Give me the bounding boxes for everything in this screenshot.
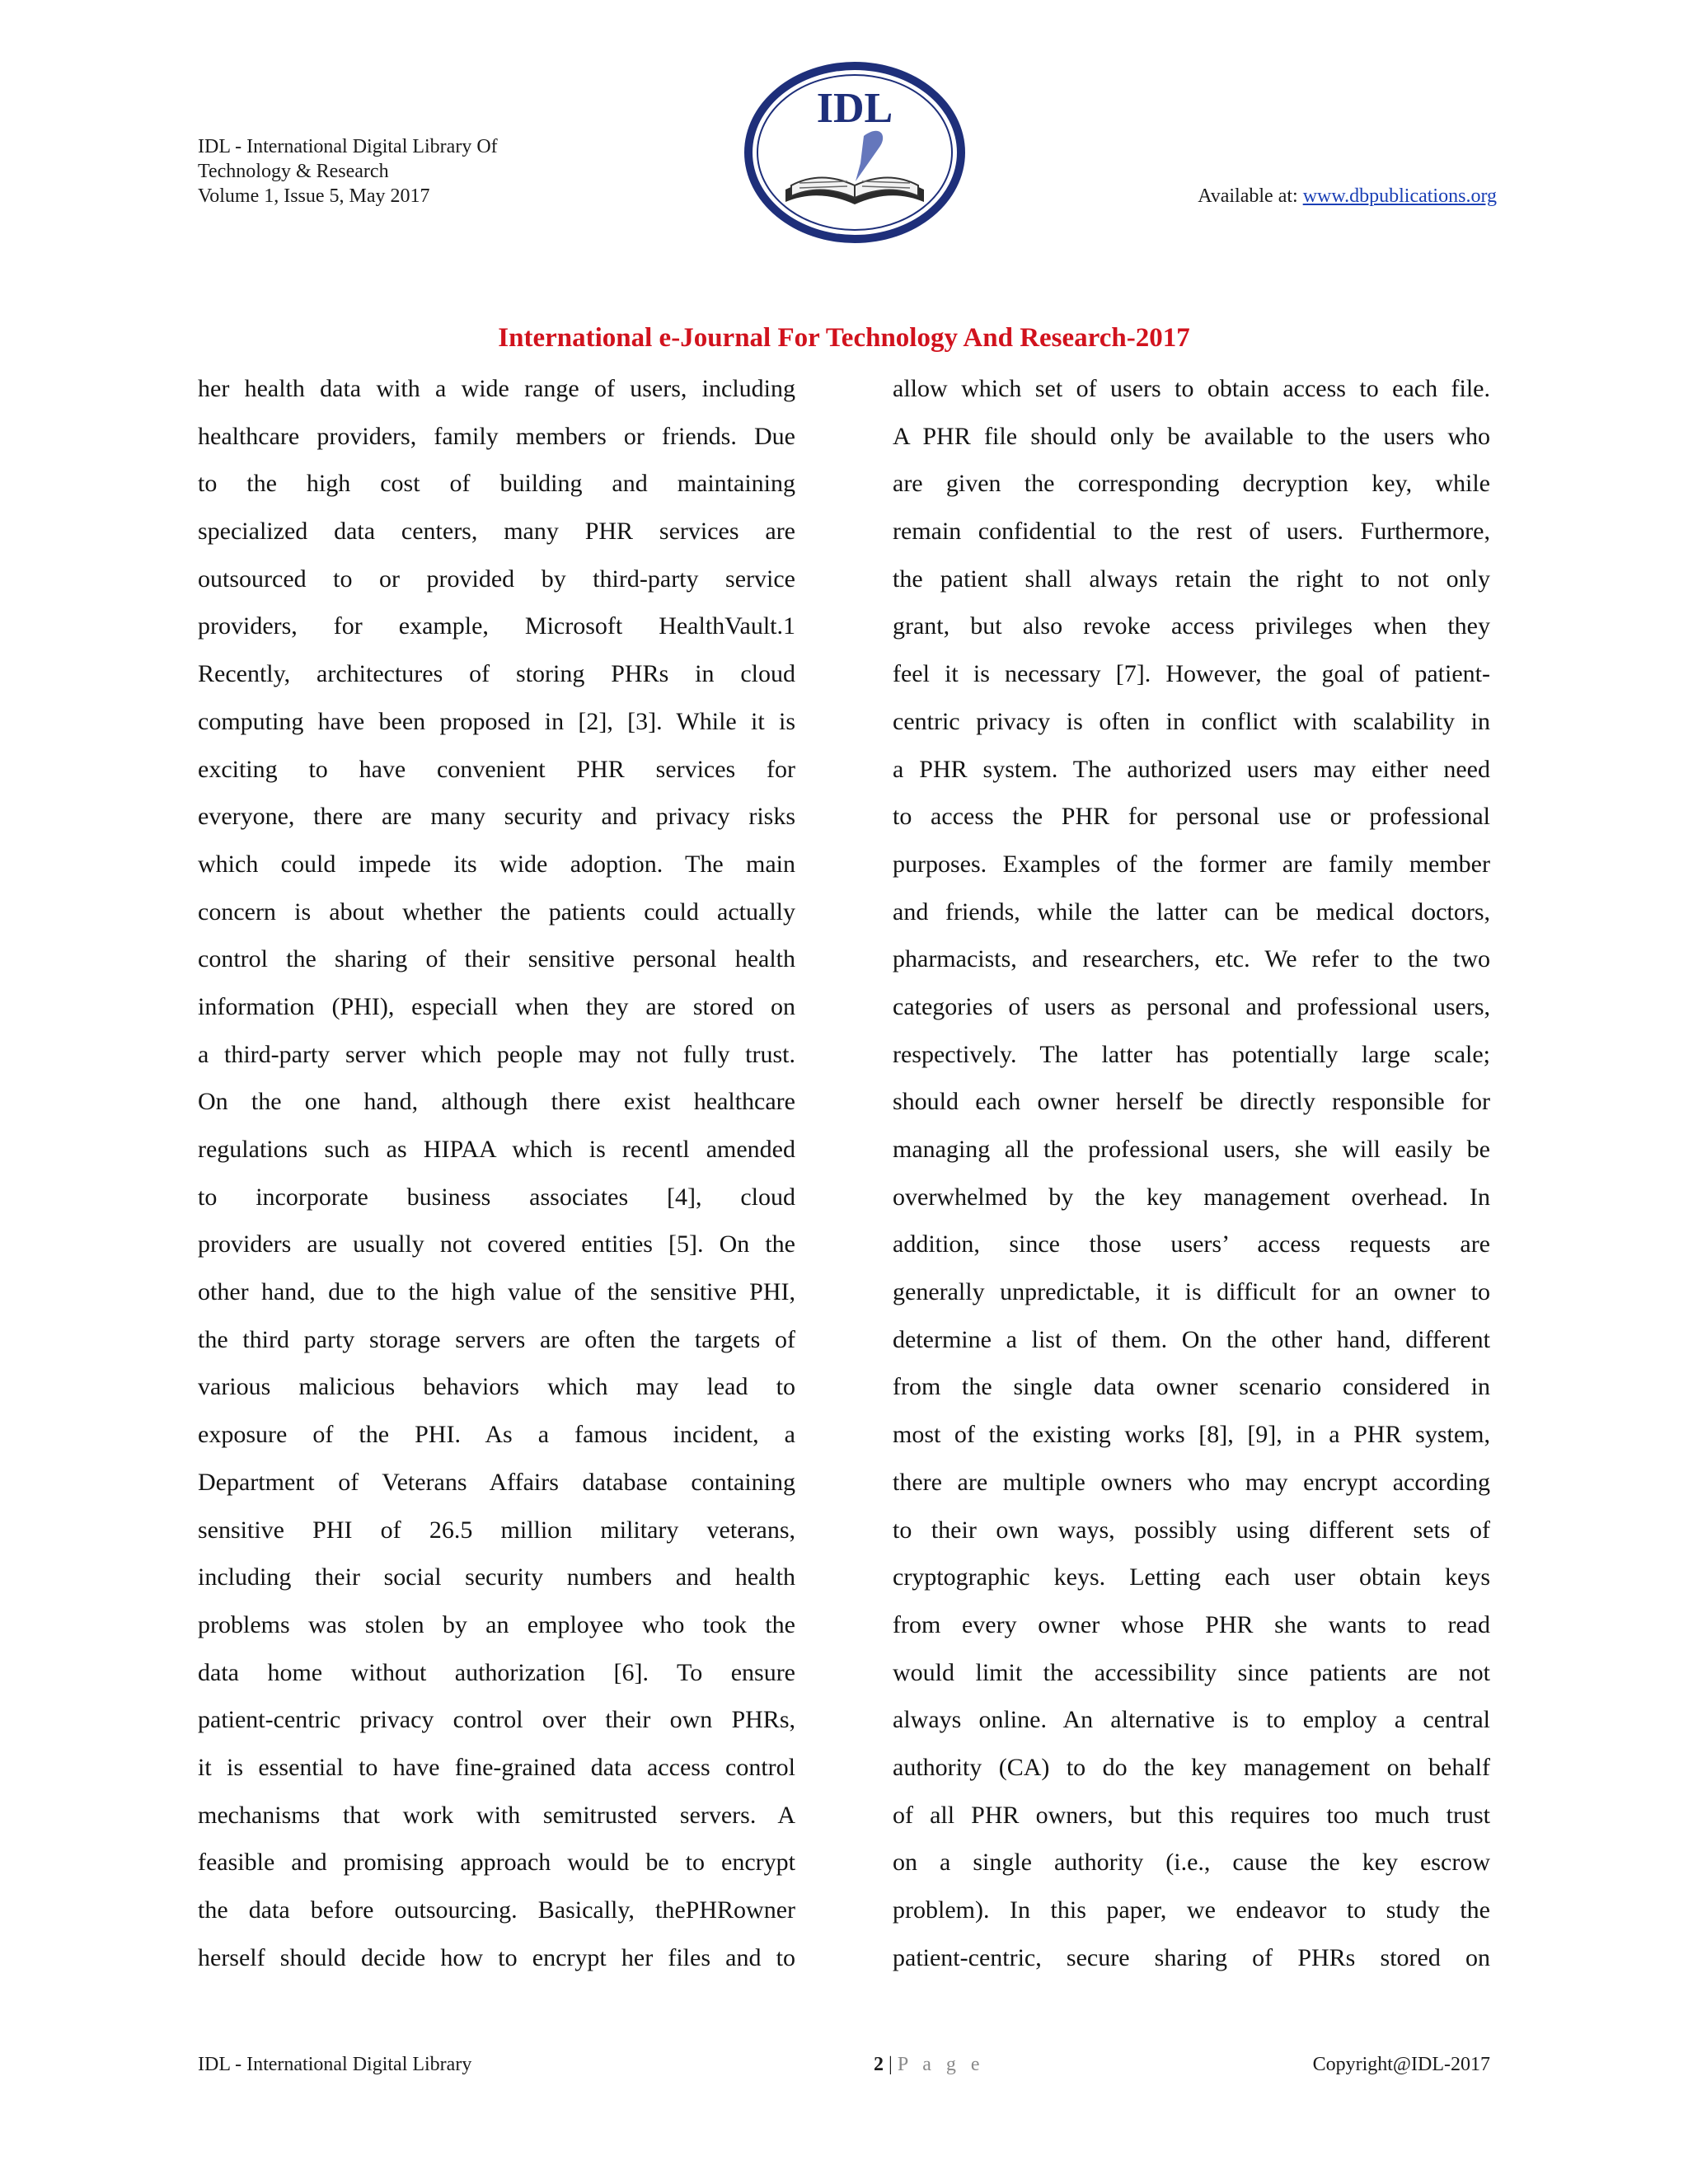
text-line: problems was stolen by an employee who took the (198, 1610, 795, 1638)
page-indicator (874, 2052, 985, 2077)
text-line: patient-centric, secure sharing of PHRs stored on (893, 1943, 1490, 1971)
footer-library: IDL - International Digital Library (198, 2054, 472, 2075)
availability-note (1198, 184, 1497, 209)
header-info (198, 134, 498, 209)
idl-logo (740, 58, 969, 247)
text-line: centric privacy is often in conflict with scalability in (893, 707, 1490, 735)
text-line: categories of users as personal and professional users, (893, 992, 1490, 1020)
text-line: the patient shall always retain the right to not only (893, 565, 1490, 593)
page-label: P a g e (897, 2054, 985, 2075)
text-line: problem). In this paper, we endeavor to study the (893, 1896, 1490, 1924)
text-line: specialized data centers, many PHR services are (198, 518, 795, 546)
page-number: 2 (874, 2054, 884, 2075)
text-line: computing have been proposed in [2], [3]. While it is (198, 707, 795, 735)
text-line: providers are usually not covered entities [5]. On the (198, 1230, 795, 1258)
text-line: exciting to have convenient PHR services for (198, 755, 795, 783)
text-line: exposure of the PHI. As a famous incident, a (198, 1421, 795, 1449)
text-line: most of the existing works [8], [9], in a PHR system, (893, 1421, 1490, 1449)
text-line: the data before outsourcing. Basically, thePHRowner (198, 1896, 795, 1924)
text-line: should each owner herself be directly responsible for (893, 1088, 1490, 1116)
text-line: to their own ways, possibly using different sets of (893, 1516, 1490, 1544)
text-line: to the high cost of building and maintaining (198, 470, 795, 498)
text-line: authority (CA) to do the key management on behalf (893, 1753, 1490, 1781)
text-line: which could impede its wide adoption. The main (198, 850, 795, 878)
text-line: sensitive PHI of 26.5 million military veterans, (198, 1516, 795, 1544)
text-line: regulations such as HIPAA which is recentl amended (198, 1136, 795, 1163)
text-line: A PHR file should only be available to the users who (893, 422, 1490, 450)
text-line: determine a list of them. On the other hand, different (893, 1325, 1490, 1353)
text-line: Department of Veterans Affairs database containing (198, 1468, 795, 1496)
text-line: information (PHI), especiall when they are stored on (198, 992, 795, 1020)
text-line: to incorporate business associates [4], cloud (198, 1183, 795, 1211)
text-line: from the single data owner scenario considered in (893, 1373, 1490, 1401)
text-line: managing all the professional users, she will easily be (893, 1136, 1490, 1163)
text-line: are given the corresponding decryption key, while (893, 470, 1490, 498)
website-link[interactable]: www.dbpublications.org (1302, 185, 1497, 207)
available-label: Available at: (1198, 185, 1303, 207)
text-line: would limit the accessibility since patients are not (893, 1658, 1490, 1686)
text-line: and friends, while the latter can be medical doctors, (893, 898, 1490, 926)
text-line: control the sharing of their sensitive personal health (198, 945, 795, 973)
logo-text: IDL (816, 85, 893, 132)
text-line: healthcare providers, family members or friends. Due (198, 422, 795, 450)
page-separator: | (884, 2054, 898, 2075)
idl-logo-graphic (740, 58, 969, 247)
text-line: a PHR system. The authorized users may either need (893, 755, 1490, 783)
text-line: always online. An alternative is to employ a central (893, 1706, 1490, 1734)
text-line: her health data with a wide range of users, including (198, 375, 795, 402)
journal-title: International e-Journal For Technology And Research-2017 (498, 323, 1190, 353)
text-line: Recently, architectures of storing PHRs in cloud (198, 660, 795, 688)
text-line: data home without authorization [6]. To ensure (198, 1658, 795, 1686)
text-line: there are multiple owners who may encrypt according (893, 1468, 1490, 1496)
text-line: addition, since those users’ access requests are (893, 1230, 1490, 1258)
text-line: overwhelmed by the key management overhead. In (893, 1183, 1490, 1211)
text-line: everyone, there are many security and privacy risks (198, 803, 795, 831)
header-line-2: Technology & Research (198, 161, 389, 182)
left-column (198, 365, 795, 1981)
text-line: including their social security numbers and health (198, 1563, 795, 1591)
text-line: on a single authority (i.e., cause the key escrow (893, 1849, 1490, 1877)
text-line: other hand, due to the high value of the sensitive PHI, (198, 1278, 795, 1306)
text-line: providers, for example, Microsoft HealthVault.1 (198, 612, 795, 640)
text-line: from every owner whose PHR she wants to read (893, 1610, 1490, 1638)
text-line: outsourced to or provided by third-party service (198, 565, 795, 593)
right-column (893, 365, 1490, 1981)
text-line: allow which set of users to obtain access to each file. (893, 375, 1490, 402)
text-line: remain confidential to the rest of users. Furthermore, (893, 518, 1490, 546)
text-line: concern is about whether the patients could actually (198, 898, 795, 926)
text-line: it is essential to have fine-grained data access control (198, 1753, 795, 1781)
text-line: pharmacists, and researchers, etc. We refer to the two (893, 945, 1490, 973)
text-line: generally unpredictable, it is difficult for an owner to (893, 1278, 1490, 1306)
text-line: feasible and promising approach would be to encrypt (198, 1849, 795, 1877)
header-line-1: IDL - International Digital Library Of (198, 136, 498, 157)
text-line: cryptographic keys. Letting each user obtain keys (893, 1563, 1490, 1591)
footer-copyright: Copyright@IDL-2017 (1312, 2054, 1490, 2075)
text-line: herself should decide how to encrypt her files and to (198, 1943, 795, 1971)
text-line: of all PHR owners, but this requires too much trust (893, 1801, 1490, 1829)
text-line: On the one hand, although there exist healthcare (198, 1088, 795, 1116)
text-line: the third party storage servers are often the targets of (198, 1325, 795, 1353)
text-line: feel it is necessary [7]. However, the goal of patient- (893, 660, 1490, 688)
text-line: to access the PHR for personal use or professional (893, 803, 1490, 831)
text-line: various malicious behaviors which may lead to (198, 1373, 795, 1401)
text-line: respectively. The latter has potentially large scale; (893, 1040, 1490, 1068)
text-line: mechanisms that work with semitrusted servers. A (198, 1801, 795, 1829)
text-line: grant, but also revoke access privileges when they (893, 612, 1490, 640)
text-line: a third-party server which people may not fully trust. (198, 1040, 795, 1068)
text-line: purposes. Examples of the former are family member (893, 850, 1490, 878)
header-line-3: Volume 1, Issue 5, May 2017 (198, 185, 430, 207)
text-line: patient-centric privacy control over their own PHRs, (198, 1706, 795, 1734)
